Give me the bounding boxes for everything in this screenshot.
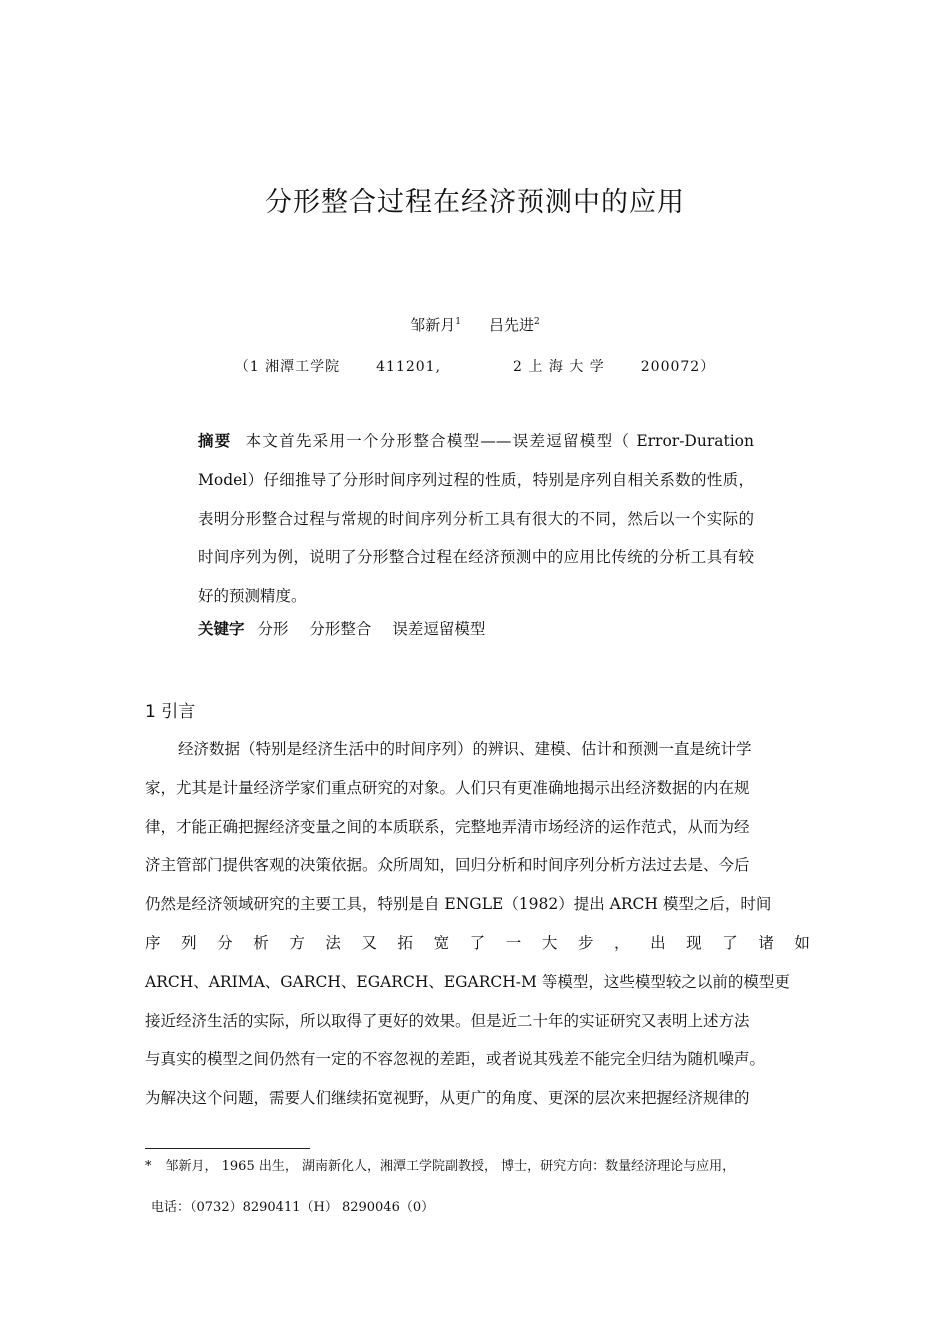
keyword: 分形整合 — [309, 620, 372, 638]
footnote-line: 邹新月， 1965 出生， 湖南新化人，湘潭工学院副教授， 博士，研究方向：数量经济理论与应用， — [165, 1159, 736, 1174]
body-char: 分 — [217, 933, 233, 952]
keywords-label: 关键字 — [198, 620, 245, 638]
body-char: 出 — [650, 933, 666, 952]
section-heading: 1 引言 — [145, 702, 196, 722]
body-char: 拓 — [397, 933, 414, 952]
body-line: ARCH、ARIMA、GARCH、EGARCH、EGARCH-M 等模型，这些模型较之以前的模型更 — [145, 972, 790, 991]
affiliation-1: （1 湘潭工学院 — [234, 359, 341, 375]
author-affiliation-mark: 2 — [534, 317, 540, 327]
body-line: 为解决这个问题，需要人们继续拓宽视野，从更广的角度、更深的层次来把握经济规律的 — [145, 1089, 750, 1108]
body-char: 了 — [469, 933, 486, 952]
body-char: 法 — [325, 933, 341, 952]
abstract — [198, 422, 754, 616]
body-line: 家，尤其是计量经济学家们重点研究的对象。人们只有更准确地揭示出经济数据的内在规 — [145, 778, 750, 797]
footnote-line: 电话：（0732）8290411（H） 8290046（0） — [151, 1200, 435, 1215]
author-affiliation-mark: 1 — [455, 317, 461, 327]
abstract-label: 摘要 — [198, 432, 232, 450]
body-char: 一 — [505, 933, 522, 952]
footnote-marker: * — [145, 1159, 152, 1174]
affiliation-line — [0, 356, 950, 376]
body-char: 大 — [541, 933, 558, 952]
body-char: 诸 — [758, 933, 774, 952]
body-line: 经济数据（特别是经济生活中的时间序列）的辨识、建模、估计和预测一直是统计学 — [178, 740, 752, 758]
body-char: 方 — [289, 933, 305, 952]
author-name: 吕先进 — [489, 316, 535, 334]
abstract-text: 本文首先采用一个分形整合模型——误差逗留模型（ Error-Duration Model）仔细推导了分形时间序列过程的性质，特别是序列自相关系数的性质，表明分形整合过程与常规的时间序列分析工具有很大的不同，然后以一个实际的时间序列为例，说明了分形整合过程在经济预测中的应用比传统的分析工具有较好的预测精度。 — [198, 432, 754, 606]
author-name: 邹新月 — [410, 316, 456, 334]
affiliation-1-zip: 411201, — [376, 359, 442, 375]
body-char: 又 — [361, 933, 377, 952]
body-line — [145, 924, 810, 963]
body-line: 与真实的模型之间仍然有一定的不容忽视的差距，或者说其残差不能完全归结为随机噪声。 — [145, 1050, 766, 1069]
keyword: 分形 — [257, 620, 289, 638]
body-char: 了 — [722, 933, 738, 952]
body-char: 列 — [181, 933, 197, 952]
body-char: ， — [614, 933, 630, 952]
body-char: 宽 — [433, 933, 450, 952]
affiliation-2: 2 上 海 大 学 — [513, 359, 605, 375]
body-char: 步 — [577, 933, 594, 952]
body-line: 仍然是经济领域研究的主要工具，特别是自 ENGLE（1982）提出 ARCH 模型之后，时间 — [145, 895, 772, 914]
section-body — [145, 730, 810, 1118]
body-line: 接近经济生活的实际，所以取得了更好的效果。但是近二十年的实证研究又表明上述方法 — [145, 1011, 750, 1030]
body-char: 析 — [253, 933, 269, 952]
author-list — [0, 314, 950, 335]
paper-title: 分形整合过程在经济预测中的应用 — [265, 187, 685, 218]
footnote — [145, 1155, 735, 1174]
body-char: 如 — [794, 933, 810, 952]
body-line: 济主管部门提供客观的决策依据。众所周知，回归分析和时间序列分析方法过去是、今后 — [145, 856, 750, 875]
affiliation-2-zip: 200072） — [640, 359, 716, 375]
keyword: 误差逗留模型 — [392, 620, 486, 638]
body-char: 序 — [145, 933, 161, 952]
footnote-rule — [145, 1148, 310, 1149]
body-char: 现 — [686, 933, 702, 952]
keywords — [198, 617, 501, 639]
body-line: 律，才能正确把握经济变量之间的本质联系，完整地弄清市场经济的运作范式，从而为经 — [145, 817, 750, 836]
